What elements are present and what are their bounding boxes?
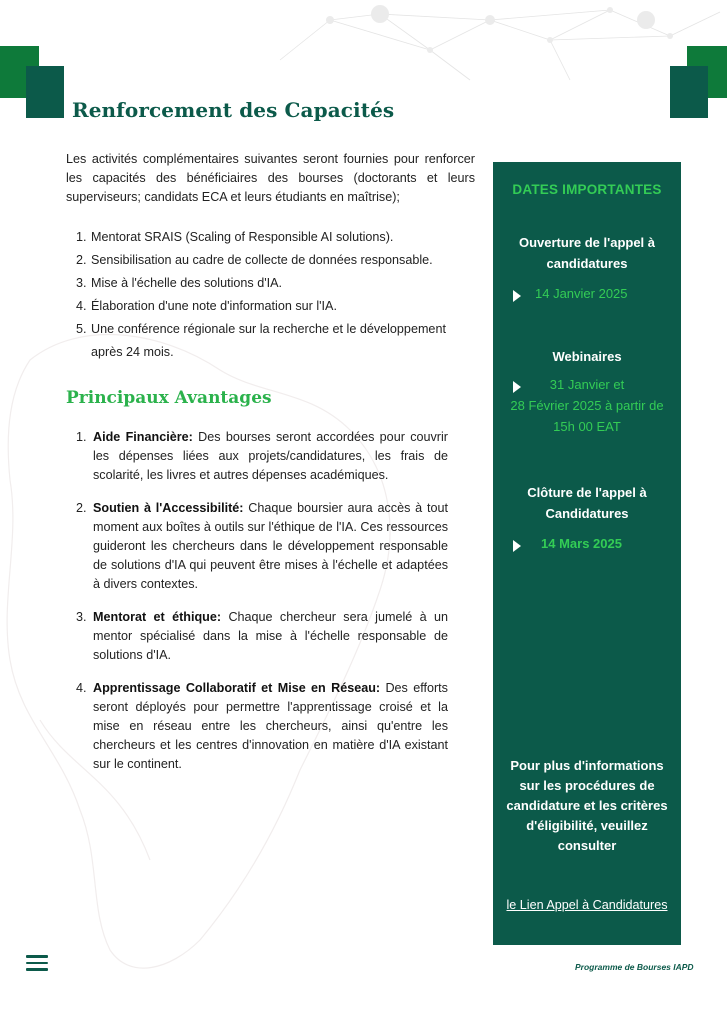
- list-item: 4. Élaboration d'une note d'information sur l'IA.: [76, 299, 337, 313]
- advantage-label: Apprentissage Collaboratif et Mise en Réseau:: [93, 681, 381, 695]
- important-dates-panel: [493, 162, 681, 945]
- event-date: 14 Mars 2025: [541, 536, 622, 551]
- advantage-label: Aide Financière:: [93, 430, 193, 444]
- intro-paragraph: Les activités complémentaires suivantes seront fournies pour renforcer les capacités des bénéficiaires des bourses (doctorants et leurs superviseurs; candidats ECA et leurs étudiants en maîtrise);: [66, 152, 475, 204]
- footer-program-name: Programme de Bourses IAPD: [575, 962, 694, 972]
- list-item: 4. Apprentissage Collaboratif et Mise en Réseau: Des efforts seront déployés pour permettre l'apprentissage croisé et la mise en réseau entre les chercheurs, ainsi qu'entre les chercheurs et les centres d'innovation en matière d'IA existant sur le continent.: [76, 681, 448, 771]
- list-item: 5. Une conférence régionale sur la recherche et le développement après 24 mois.: [76, 322, 446, 359]
- list-item: 2. Soutien à l'Accessibilité: Chaque boursier aura accès à tout moment aux boîtes à outils sur l'éthique de l'IA. Ces ressources guideront les chercheurs dans le développement responsable de solutions d'IA qui peuvent être mises à l'échelle et adaptées à divers contextes.: [76, 501, 448, 591]
- advantage-label: Mentorat et éthique:: [93, 610, 222, 624]
- page-title: Renforcement des Capacités: [72, 98, 395, 122]
- event-date: 28 Février 2025 à partir de: [510, 398, 664, 413]
- advantage-label: Soutien à l'Accessibilité:: [93, 501, 244, 515]
- list-item: 2. Sensibilisation au cadre de collecte de données responsable.: [76, 253, 433, 267]
- panel-title: DATES IMPORTANTES: [512, 182, 662, 197]
- list-item: 1. Aide Financière: Des bourses seront accordées pour couvrir les dépenses liées aux projets/candidatures, les frais de scolarité, les livres et autres dépenses académiques.: [76, 430, 448, 482]
- advantages-list: [76, 428, 448, 788]
- list-item: 3. Mentorat et éthique: Chaque chercheur sera jumelé à un mentor spécialisé dans la mise à l'échelle responsable de solutions d'IA.: [76, 610, 448, 662]
- corner-decoration: [670, 66, 708, 118]
- list-item: 1. Mentorat SRAIS (Scaling of Responsible AI solutions).: [76, 230, 394, 244]
- event-label: Ouverture de l'appel à candidatures: [518, 235, 656, 271]
- event-label: Clôture de l'appel à Candidatures: [527, 485, 647, 521]
- more-info-text: Pour plus d'informations sur les procédures de candidature et les critères d'éligibilité, veuillez consulter: [506, 758, 668, 853]
- advantage-text: Chaque boursier aura accès à tout moment aux boîtes à outils sur l'éthique de l'IA. Ces ressources guideront les chercheurs dans le développement responsable de solutions d'IA qui peuvent être mises à l'échelle et adaptées à divers contextes.: [93, 501, 448, 591]
- section-heading: Principaux Avantages: [66, 388, 272, 408]
- advantage-text: Des efforts seront déployés pour permettre l'apprentissage croisé et la mise en réseau entre les chercheurs, ainsi qu'entre les chercheurs et les centres d'innovation en matière d'IA existant sur le continent.: [93, 681, 448, 771]
- event-date: 31 Janvier et: [549, 377, 625, 392]
- menu-icon[interactable]: [26, 955, 48, 971]
- list-item: 3. Mise à l'échelle des solutions d'IA.: [76, 276, 283, 290]
- activities-list: [76, 226, 476, 364]
- advantage-text: Des bourses seront accordées pour couvrir les dépenses liées aux projets/candidatures, les frais de scolarité, les livres et autres dépenses académiques.: [93, 430, 448, 482]
- event-date: 15h 00 EAT: [553, 419, 621, 434]
- event-label: Webinaires: [552, 349, 622, 364]
- application-link[interactable]: le Lien Appel à Candidatures: [506, 898, 668, 912]
- event-date: 14 Janvier 2025: [535, 286, 628, 301]
- advantage-text: Chaque chercheur sera jumelé à un mentor spécialisé dans la mise à l'échelle responsable de solutions d'IA.: [93, 610, 448, 662]
- network-decoration: [270, 0, 727, 90]
- corner-decoration: [26, 66, 64, 118]
